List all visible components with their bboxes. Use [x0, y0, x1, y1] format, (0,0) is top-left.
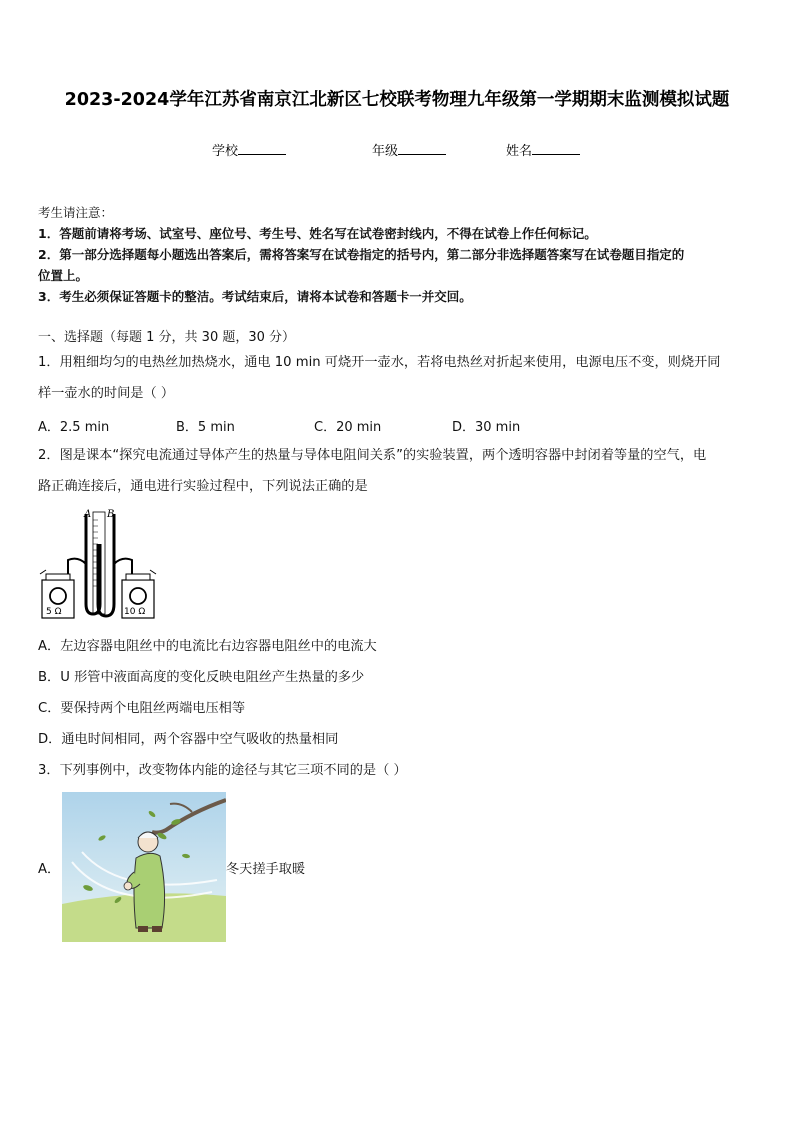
grade-label: 年级	[372, 144, 399, 159]
question-2-line-2: 路正确连接后，通电进行实验过程中，下列说法正确的是	[38, 479, 368, 494]
question-1-option-d[interactable]: D．30 min	[452, 420, 521, 435]
question-1-options	[38, 416, 520, 435]
u-tube-apparatus-figure	[38, 504, 158, 622]
section-title: 一、选择题（每题 1 分，共 30 题，30 分）	[38, 330, 296, 345]
question-3-option-a-letter[interactable]: A．	[38, 862, 61, 877]
question-2-option-a[interactable]: A．左边容器电阻丝中的电流比右边容器电阻丝中的电流大	[38, 639, 377, 654]
question-1	[38, 347, 760, 409]
left-resistance-label: 5 Ω	[46, 607, 62, 617]
school-label: 学校	[212, 144, 239, 159]
notice-item-3: 3．考生必须保证答题卡的整洁。考试结束后，请将本试卷和答题卡一并交回。	[38, 289, 472, 304]
right-lid	[126, 574, 150, 580]
question-1-line-1: 1．用粗细均匀的电热丝加热烧水，通电 10 min 可烧开一壶水，若将电热丝对折起来使用，电源电压不变，则烧开同	[38, 355, 721, 370]
notice-heading: 考生请注意：	[38, 205, 114, 220]
question-1-line-2: 样一壶水的时间是（ ）	[38, 386, 175, 401]
question-1-option-c[interactable]: C．20 min	[314, 420, 382, 435]
grade-blank[interactable]	[398, 141, 446, 155]
notice-item-2-cont: 位置上。	[38, 268, 89, 283]
grade-field[interactable]	[372, 140, 446, 159]
question-3-option-a-text[interactable]: 冬天搓手取暖	[226, 862, 306, 877]
exam-title: 2023-2024学年江苏省南京江北新区七校联考物理九年级第一学期期末监测模拟试题	[64, 90, 730, 110]
school-field[interactable]	[212, 140, 286, 159]
name-label: 姓名	[506, 144, 533, 159]
name-blank[interactable]	[532, 141, 580, 155]
exam-notice	[38, 202, 768, 307]
question-3-stem: 3．下列事例中，改变物体内能的途径与其它三项不同的是（ ）	[38, 763, 407, 778]
question-1-option-b[interactable]: B．5 min	[176, 420, 235, 435]
notice-item-1: 1．答题前请将考场、试室号、座位号、考生号、姓名写在试卷密封线内，不得在试卷上作任何标记。	[38, 226, 597, 241]
tube-label-a: A	[84, 509, 92, 520]
right-wire	[150, 570, 156, 574]
left-connector-tube	[68, 559, 86, 580]
right-resistance-label: 10 Ω	[124, 607, 146, 617]
notice-item-2: 2．第一部分选择题每小题选出答案后，需将答案写在试卷指定的括号内，第二部分非选择题答案写在试卷题目指定的	[38, 247, 685, 262]
question-2-line-1: 2．图是课本“探究电流通过导体产生的热量与导体电阻间关系”的实验装置，两个透明容器中封闭着等量的空气，电	[38, 448, 707, 463]
name-field[interactable]	[506, 140, 580, 159]
question-2-option-c[interactable]: C．要保持两个电阻丝两端电压相等	[38, 701, 246, 716]
left-wire	[40, 570, 46, 574]
question-2	[38, 440, 760, 502]
question-2-option-d[interactable]: D．通电时间相同，两个容器中空气吸收的热量相同	[38, 732, 339, 747]
left-lid	[46, 574, 70, 580]
tube-label-b: B	[107, 509, 115, 520]
school-blank[interactable]	[238, 141, 286, 155]
hand-rubbing-illustration	[62, 792, 226, 942]
question-2-option-b[interactable]: B．U 形管中液面高度的变化反映电阻丝产生热量的多少	[38, 670, 365, 685]
question-1-option-a[interactable]: A．2.5 min	[38, 420, 110, 435]
